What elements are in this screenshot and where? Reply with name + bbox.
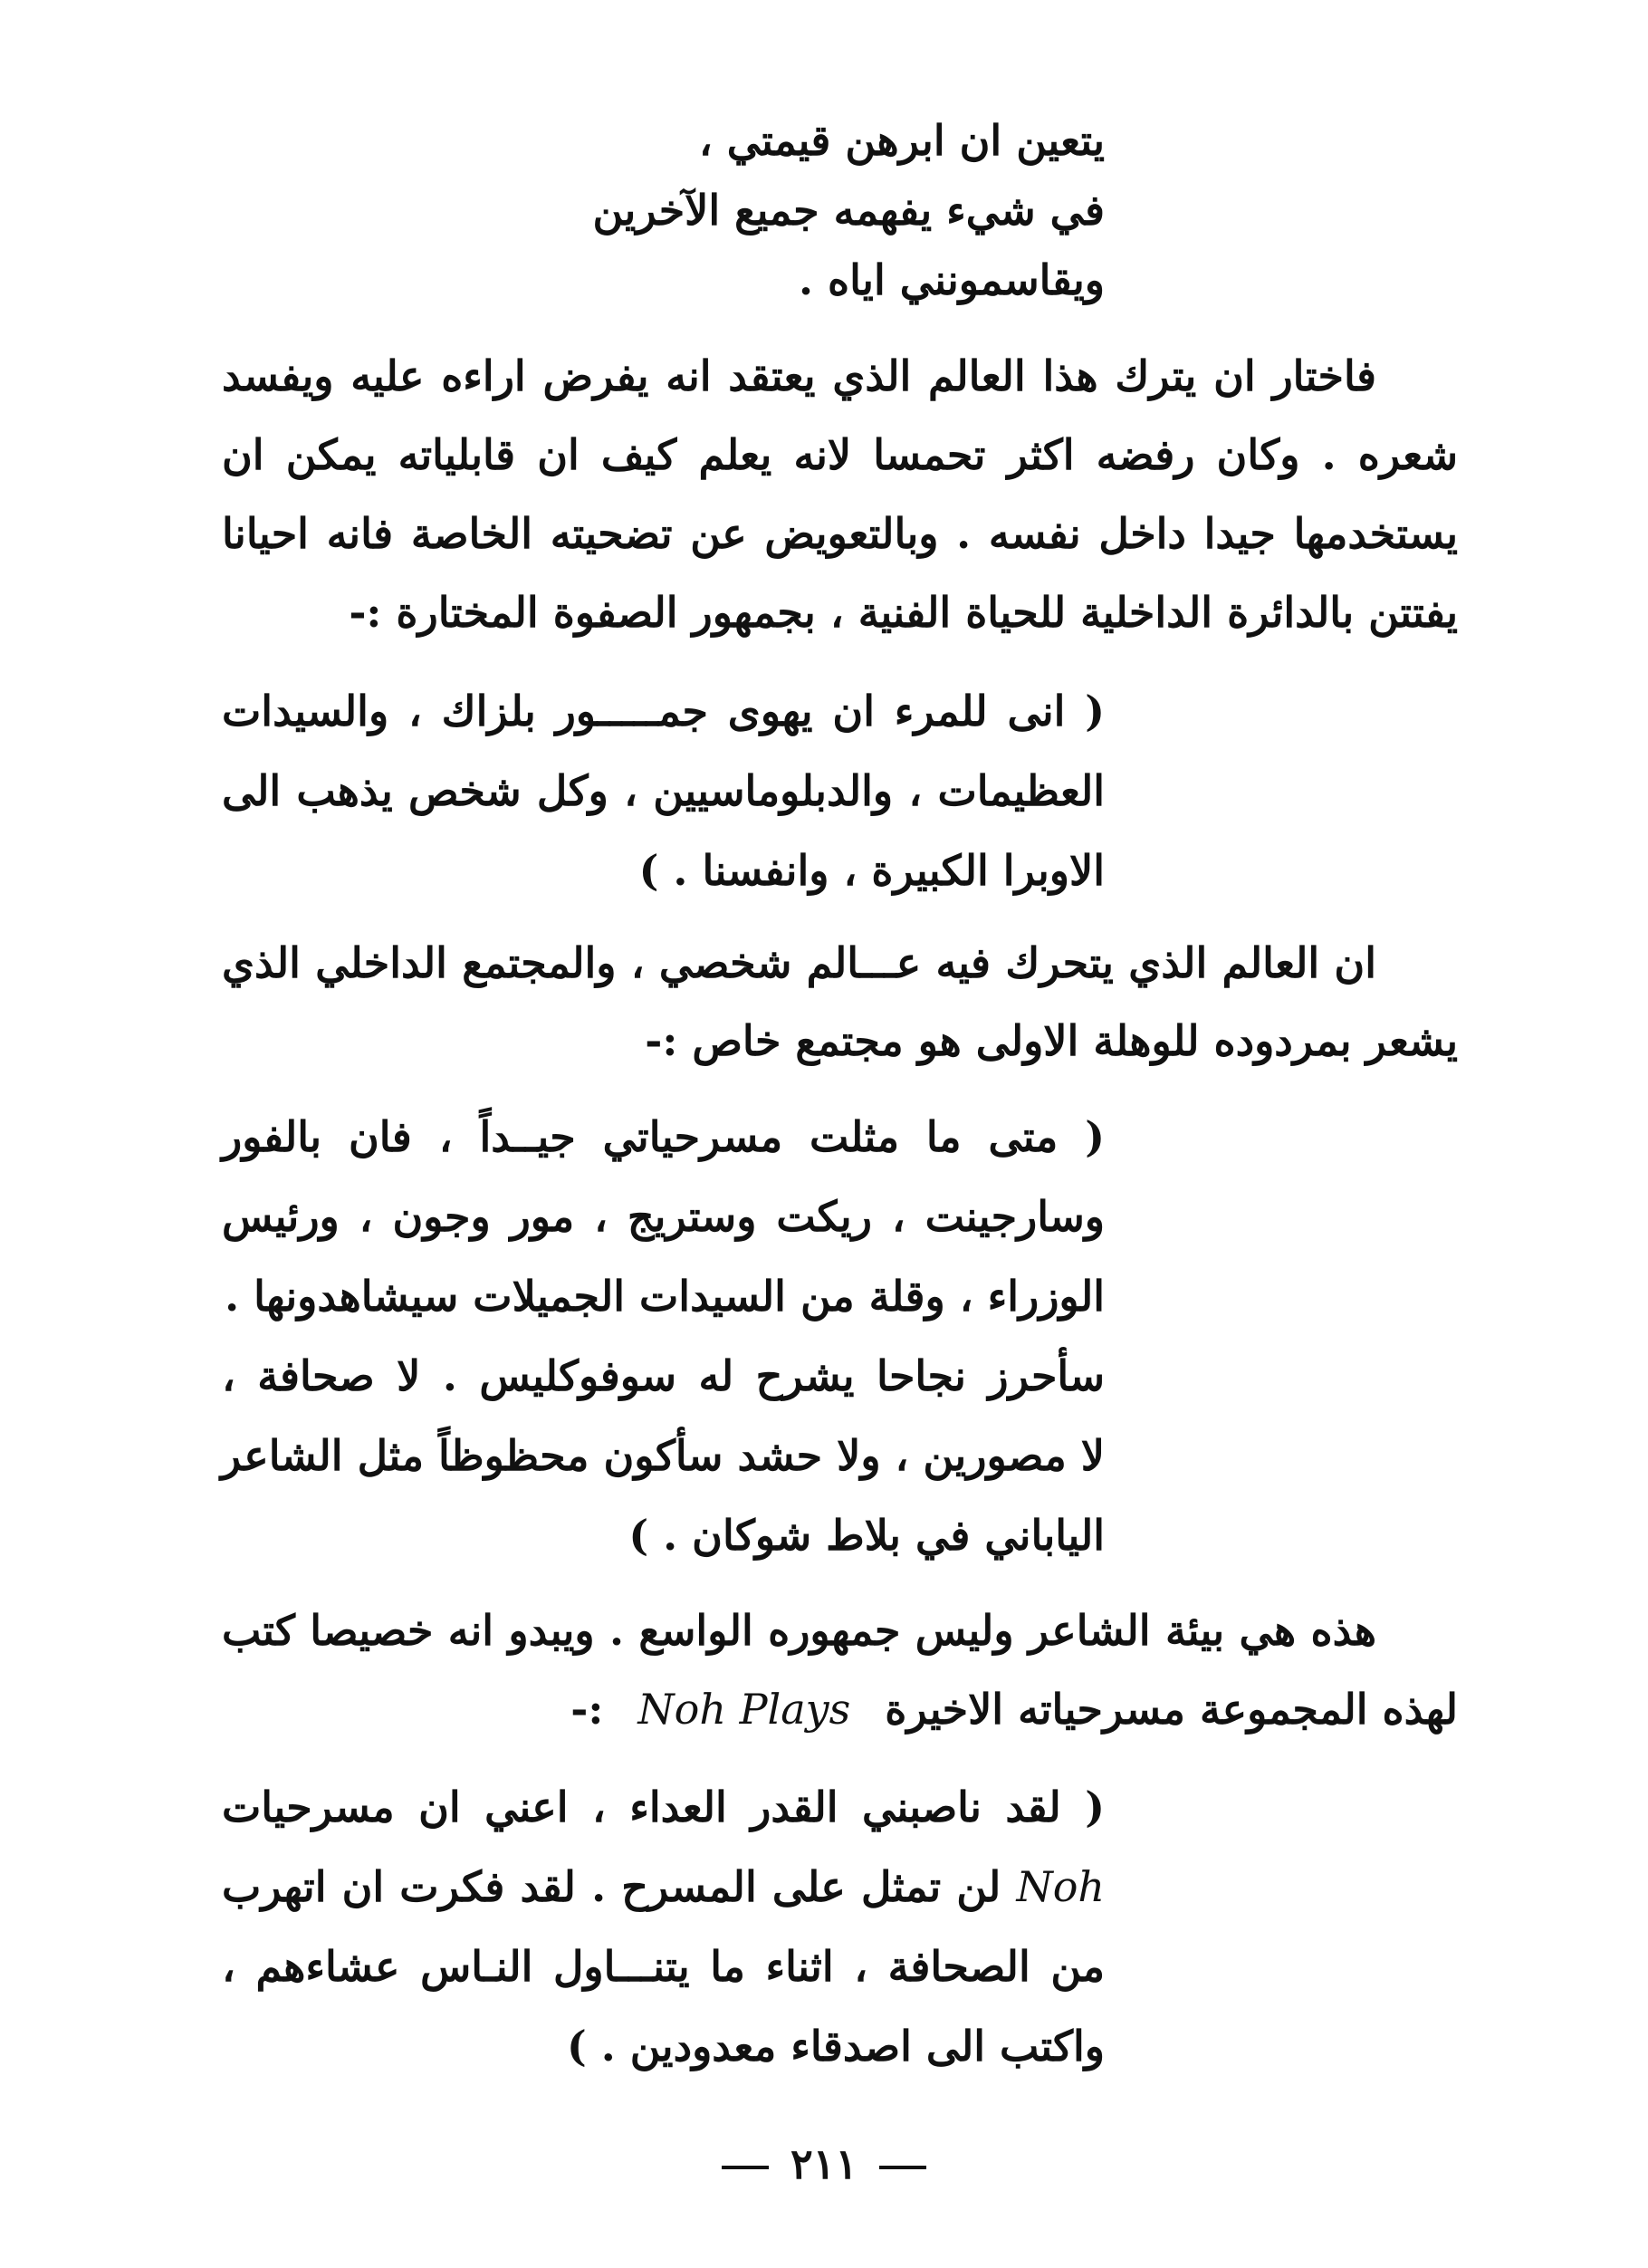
paragraph-3-colon-dash: :- — [570, 1685, 604, 1734]
quote-2-line-3: الوزراء ، وقلة من السيدات الجميلات سيشاهدونها . — [225, 1272, 1105, 1321]
quote-2-line-1: ( متى ما مثلت مسرحياتي جيــداً ، فان بالفور — [222, 1112, 1105, 1161]
page-number: ٢١١ — [790, 2139, 858, 2188]
quote-3-line-2 — [222, 1862, 1105, 1912]
quote-2-line-5: لا مصورين ، ولا حشد سأكون محظوظاً مثل الشاعر — [220, 1431, 1105, 1480]
quote-3-line-1: ( لقد ناصبني القدر العداء ، اعني ان مسرحيات — [222, 1783, 1105, 1831]
paragraph-3-line-1: هذه هي بيئة الشاعر وليس جمهوره الواسع . ويبدو انه خصيصا كتب — [222, 1606, 1376, 1655]
quote-3-line-4: واكتب الى اصدقاء معدودين . ) — [566, 2022, 1105, 2071]
left-dash-rule — [722, 2166, 769, 2169]
paragraph-2-line-1: ان العالم الذي يتحرك فيه عـــالم شخصي ، والمجتمع الداخلي الذي — [222, 938, 1376, 987]
paragraph-3-line-2 — [570, 1685, 1458, 1735]
quote-1-line-3: الاوبرا الكبيرة ، وانفسنا . ) — [638, 846, 1105, 895]
verse-line-3: ويقاسمونني اياه . — [799, 255, 1105, 304]
quote-3-line-2-arabic: لن تمثل على المسرح . لقد فكرت ان اتهرب — [222, 1862, 1001, 1911]
quote-1-line-1: ( انى للمرء ان يهوى جمـــــور بلزاك ، والسيدات — [222, 687, 1105, 735]
paragraph-3-arabic-text: لهذه المجموعة مسرحياته الاخيرة — [885, 1685, 1458, 1734]
paragraph-1-line-3: يستخدمها جيدا داخل نفسه . وبالتعويض عن تضحيته الخاصة فانه احيانا — [222, 509, 1458, 558]
quote-2-line-6: الياباني في بلاط شوكان . ) — [628, 1511, 1105, 1560]
paragraph-1-line-1: فاختار ان يترك هذا العالم الذي يعتقد انه يفرض اراءه عليه ويفسد — [222, 351, 1376, 400]
page-number-footer — [0, 2139, 1648, 2188]
quote-2-line-2: وسارجينت ، ريكت وستريج ، مور وجون ، ورئيس — [222, 1192, 1105, 1241]
paragraph-3-latin-title: Noh Plays — [637, 1685, 851, 1734]
verse-line-1: يتعين ان ابرهن قيمتي ، — [698, 116, 1105, 165]
right-dash-rule — [879, 2166, 926, 2169]
quote-1-line-2: العظيمات ، والدبلوماسيين ، وكل شخص يذهب الى — [222, 766, 1105, 815]
paragraph-1-line-2: شعره . وكان رفضه اكثر تحمسا لانه يعلم كيف ان قابلياته يمكن ان — [222, 430, 1458, 479]
quote-3-line-3: من الصحافة ، اثناء ما يتنـــاول النـاس عشاءهم ، — [222, 1942, 1105, 1991]
quote-3-latin-word: Noh — [1016, 1862, 1106, 1911]
paragraph-2-line-2: يشعر بمردوده للوهلة الاولى هو مجتمع خاص :- — [645, 1016, 1458, 1065]
quote-2-line-4: سأحرز نجاحا يشرح له سوفوكليس . لا صحافة ، — [222, 1351, 1105, 1400]
verse-line-2: في شيء يفهمه جميع الآخرين — [592, 186, 1105, 235]
paragraph-1-line-4: يفتتن بالدائرة الداخلية للحياة الفنية ، بجمهور الصفوة المختارة :- — [349, 588, 1458, 637]
